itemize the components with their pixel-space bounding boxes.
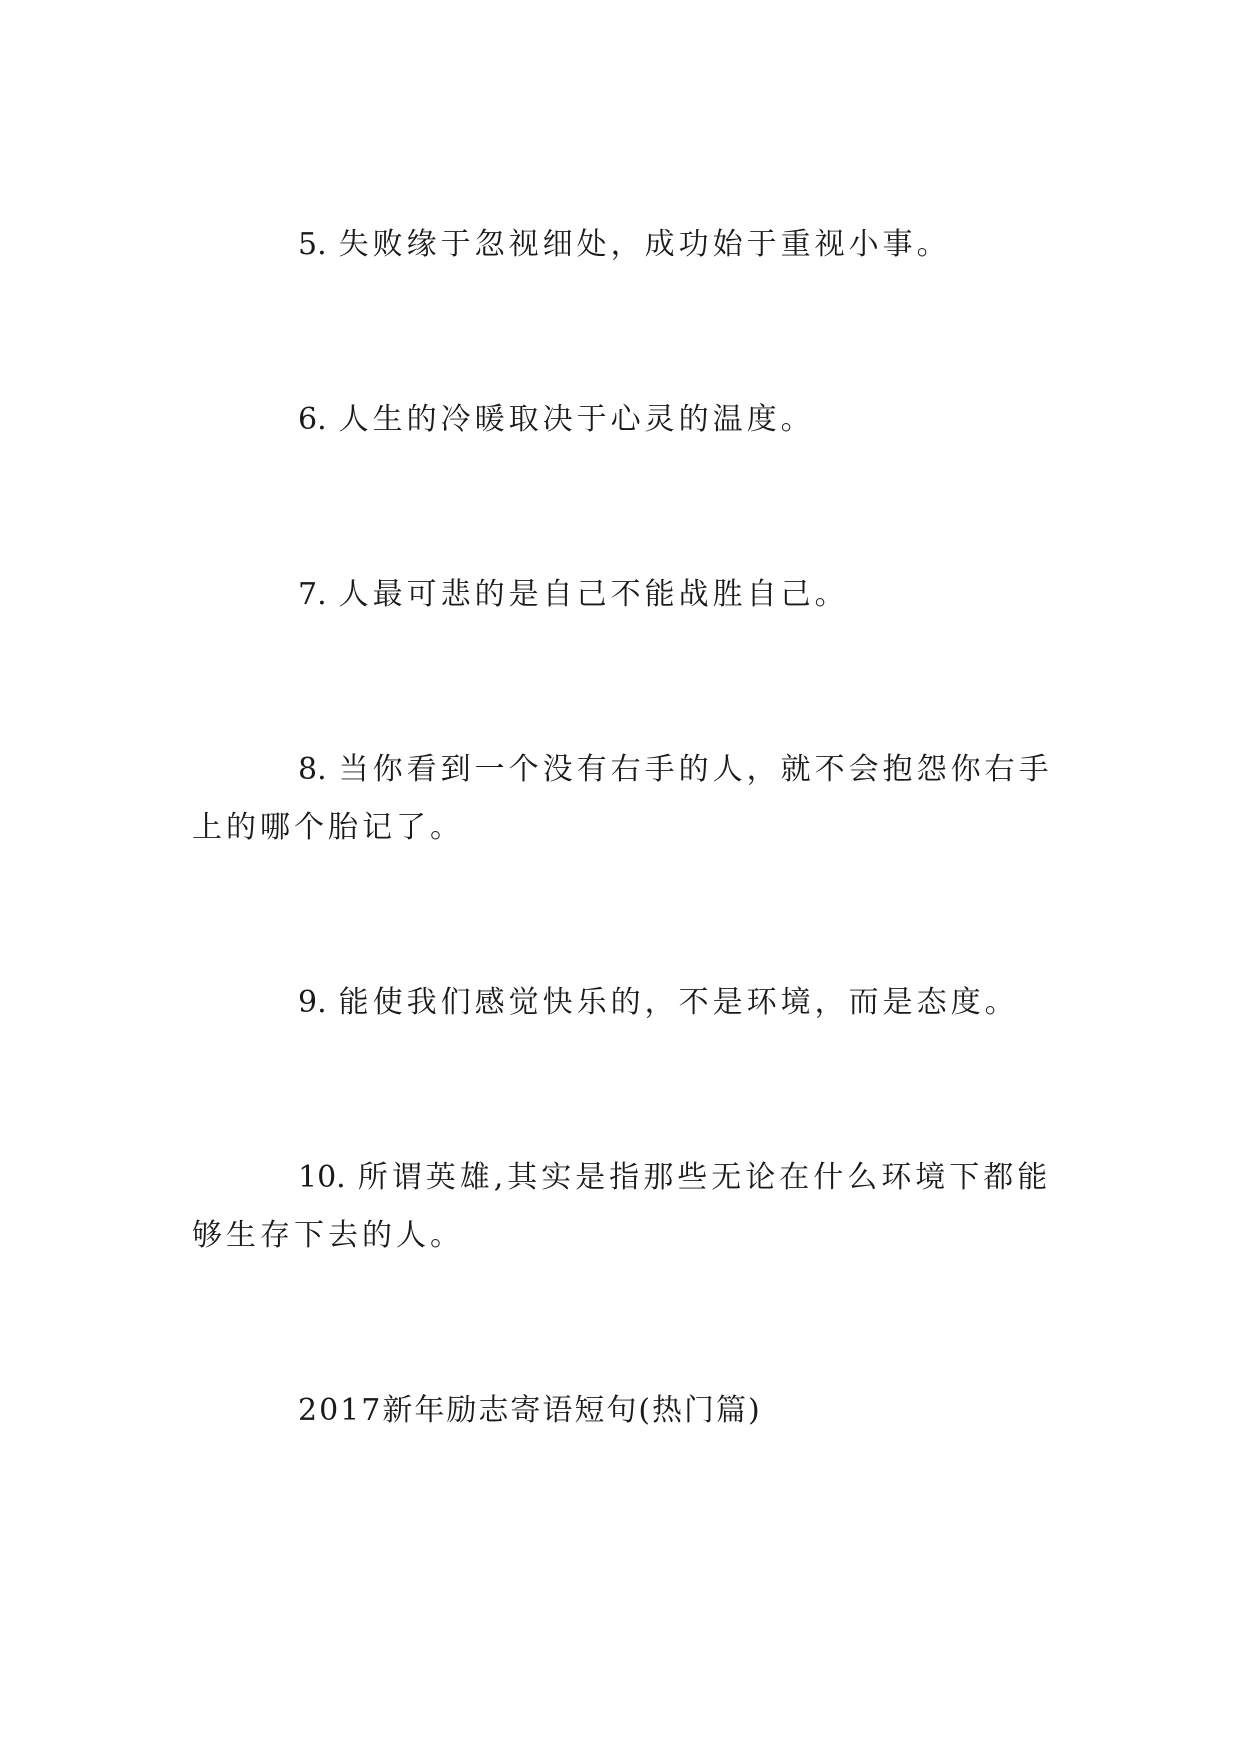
quote-item-10 [192,1149,1054,1265]
item-number: 5. [298,227,327,262]
item-text: 所谓英雄,其实是指那些无论在什么环境下都能够生存下去的人。 [192,1160,1052,1253]
item-text: 失败缘于忽视细处，成功始于重视小事。 [338,227,951,262]
quote-item-9 [192,974,1054,1032]
item-text: 人最可悲的是自己不能战胜自己。 [338,577,849,612]
item-number: 9. [298,985,327,1020]
quote-item-7 [192,566,1054,624]
item-number: 7. [298,577,327,612]
item-number: 8. [298,752,327,787]
quote-item-8 [192,741,1054,857]
item-text: 能使我们感觉快乐的，不是环境，而是态度。 [338,985,1019,1020]
quote-item-5 [192,216,1054,274]
quote-item-6 [192,391,1054,449]
item-text: 人生的冷暖取决于心灵的温度。 [338,402,815,437]
section-heading: 2017新年励志寄语短句(热门篇) [298,1393,762,1428]
item-text: 当你看到一个没有右手的人，就不会抱怨你右手上的哪个胎记了。 [192,752,1053,845]
item-number: 10. [298,1160,346,1195]
item-number: 6. [298,402,327,437]
